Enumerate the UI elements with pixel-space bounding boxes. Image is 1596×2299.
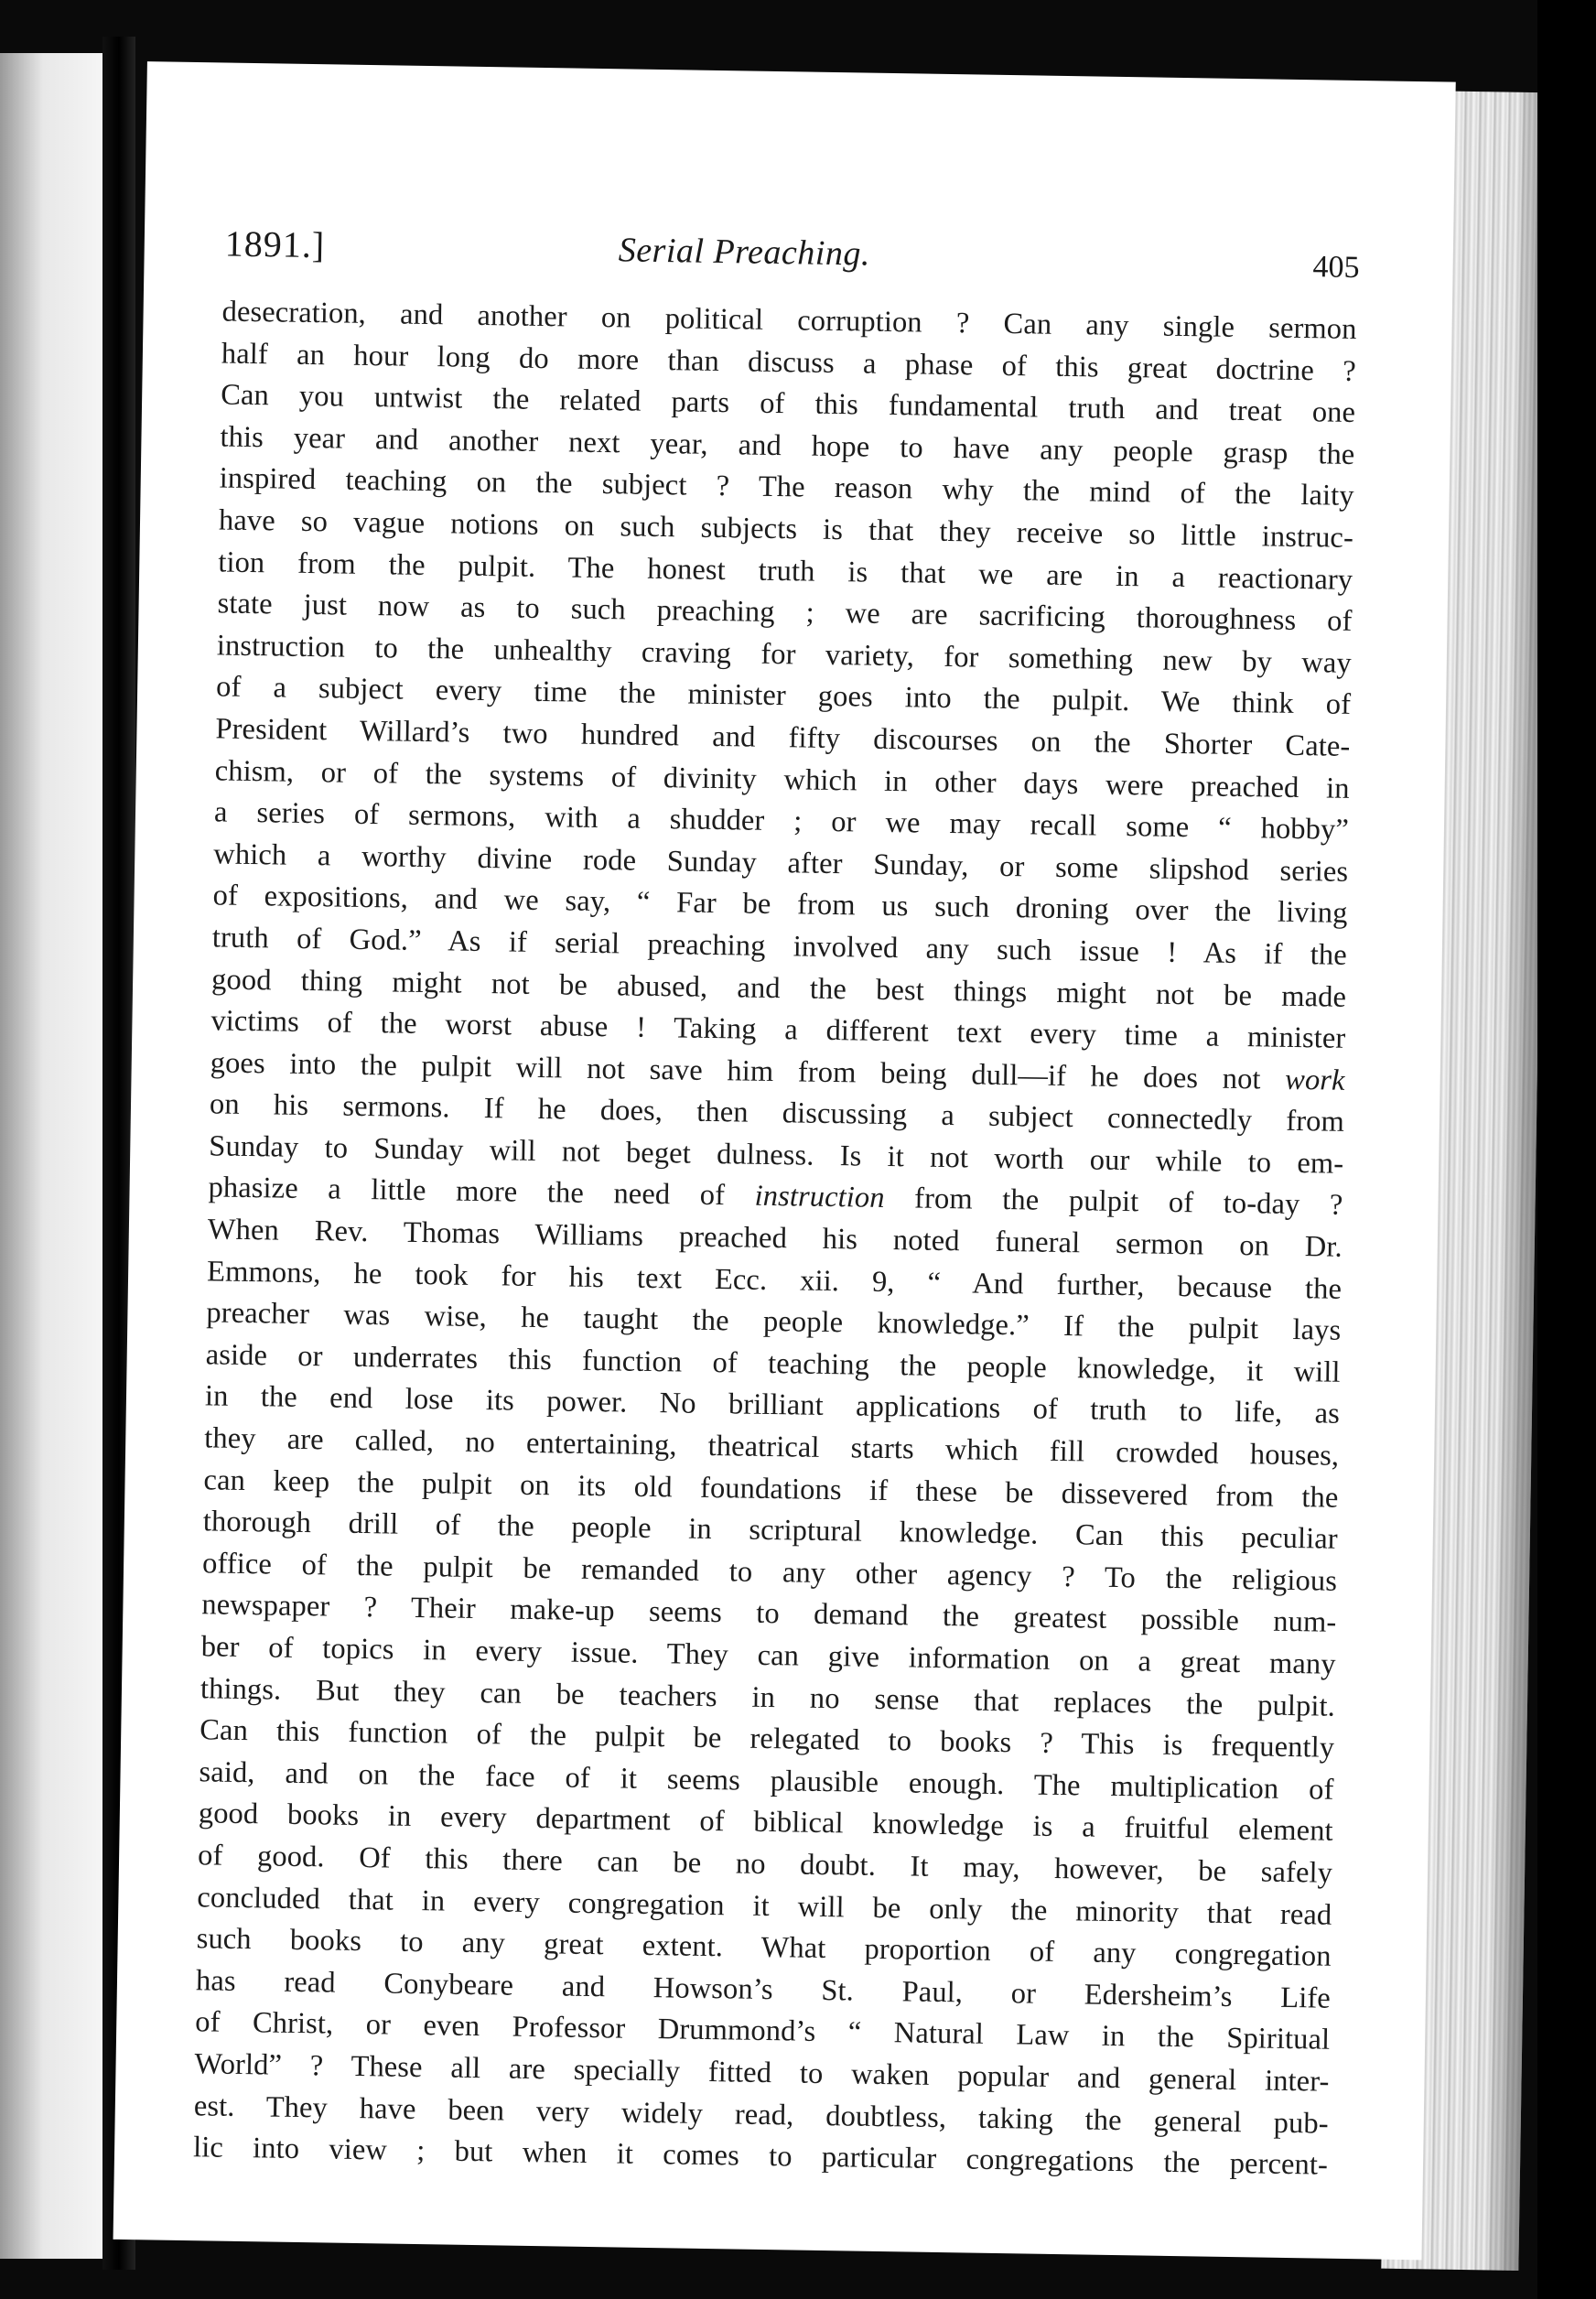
text-segment: desecration, and another on political corruption ? Can any single sermon xyxy=(221,295,1357,346)
text-segment: inspired teaching on the subject ? The reason why the mind of the laity xyxy=(219,461,1354,513)
text-segment: which a worthy divine rode Sunday after Sunday, or some slipshod series xyxy=(213,837,1349,889)
italic-text: instruction xyxy=(754,1180,885,1215)
text-segment: office of the pulpit be remanded to any other agency ? To the religious xyxy=(201,1547,1338,1598)
text-segment: can keep the pulpit on its old foundations if these be dissevered from the xyxy=(203,1463,1339,1515)
text-segment: Can this function of the pulpit be relegated to books ? This is frequently xyxy=(200,1713,1335,1765)
text-segment: instruction to the unhealthy craving for variety, for something new by way xyxy=(216,629,1353,680)
text-segment: World” ? These all are specially fitted to waken popular and general inter- xyxy=(194,2047,1330,2099)
text-segment: phasize a little more the need of xyxy=(208,1171,755,1214)
text-segment: preacher was wise, he taught the people knowledge.” If the pulpit lays xyxy=(206,1296,1342,1348)
book-page xyxy=(113,61,1456,2260)
text-segment: of expositions, and we say, “ Far be from us such droning over the living xyxy=(212,879,1348,931)
text-segment: truth of God.” As if serial preaching involved any such issue ! As if the xyxy=(211,921,1348,972)
text-segment: newspaper ? Their make-up seems to demand the greatest possible num- xyxy=(201,1588,1337,1640)
text-segment: they are called, no entertaining, theatrical starts which fill crowded houses, xyxy=(204,1421,1340,1473)
running-header xyxy=(224,222,1360,295)
text-segment: of Christ, or even Professor Drummond’s “ Natural Law in the Spiritual xyxy=(195,2005,1331,2057)
text-segment: goes into the pulpit will not save him from being dull—if he does not xyxy=(210,1046,1286,1096)
text-segment: Sunday to Sunday will not beget dulness. Is it not worth our while to em- xyxy=(209,1129,1344,1181)
text-segment: such books to any great extent. What proportion of any congregation xyxy=(196,1922,1332,1973)
text-segment: state just now as to such preaching ; we are sacrificing thoroughness of xyxy=(217,587,1353,639)
text-segment: a series of sermons, with a shudder ; or we may recall some “ hobby” xyxy=(213,795,1350,847)
text-segment: ber of topics in every issue. They can give information on a great many xyxy=(200,1630,1336,1681)
text-segment: aside or underrates this function of teaching the people knowledge, it will xyxy=(205,1338,1341,1389)
italic-text: work xyxy=(1284,1063,1345,1097)
text-segment: have so vague notions on such subjects is that they receive so little instruc- xyxy=(218,503,1354,555)
text-segment: in the end lose its power. No brilliant applications of truth to life, as xyxy=(204,1379,1341,1431)
text-segment: of good. Of this there can be no doubt. It may, however, be safely xyxy=(197,1839,1333,1890)
text-segment: Emmons, he took for his text Ecc. xii. 9, “ And further, because the xyxy=(206,1254,1343,1306)
body-text xyxy=(193,291,1357,2186)
text-segment: has read Conybeare and Howson’s St. Paul, or Edersheim’s Life xyxy=(195,1963,1332,2015)
text-segment: things. But they can be teachers in no sense that replaces the pulpit. xyxy=(200,1671,1336,1723)
text-segment: lic into view ; but when it comes to particular congregations the percent- xyxy=(192,2131,1329,2182)
text-segment: good thing might not be abused, and the best things might not be made xyxy=(210,962,1347,1014)
scan-border xyxy=(1537,0,1596,2299)
text-segment: concluded that in every congregation it will be only the minority that read xyxy=(197,1880,1332,1932)
page-number: 405 xyxy=(1312,250,1360,285)
text-segment: Can you untwist the related parts of this fundamental truth and treat one xyxy=(220,378,1356,430)
text-segment: chism, or of the systems of divinity which in other days were preached in xyxy=(214,753,1350,805)
text-segment: from the pulpit of to-day ? xyxy=(884,1182,1343,1223)
text-segment: of a subject every time the minister goes into the pulpit. We think of xyxy=(215,670,1352,722)
header-running-title: Serial Preaching. xyxy=(618,231,871,274)
text-segment: President Willard’s two hundred and fifty discourses on the Shorter Cate- xyxy=(215,712,1351,763)
header-year: 1891.] xyxy=(224,222,326,266)
text-segment: est. They have been very widely read, doubtless, taking the general pub- xyxy=(193,2089,1329,2141)
text-segment: good books in every department of biblical knowledge is a fruitful element xyxy=(198,1797,1334,1849)
text-segment: this year and another next year, and hope to have any people grasp the xyxy=(220,420,1355,471)
text-segment: victims of the worst abuse ! Taking a different text every time a minister xyxy=(210,1004,1346,1055)
text-segment: thorough drill of the people in scriptural knowledge. Can this peculiar xyxy=(202,1505,1339,1557)
left-page-edge xyxy=(0,53,108,2259)
text-segment: half an hour long do more than discuss a phase of this great doctrine ? xyxy=(221,337,1357,388)
text-segment: When Rev. Thomas Williams preached his noted funeral sermon on Dr. xyxy=(207,1213,1343,1264)
text-segment: said, and on the face of it seems plausible enough. The multiplication of xyxy=(199,1755,1334,1807)
text-segment: tion from the pulpit. The honest truth is that we are in a reactionary xyxy=(218,545,1353,597)
text-segment: on his sermons. If he does, then discussing a subject connectedly from xyxy=(209,1087,1345,1139)
